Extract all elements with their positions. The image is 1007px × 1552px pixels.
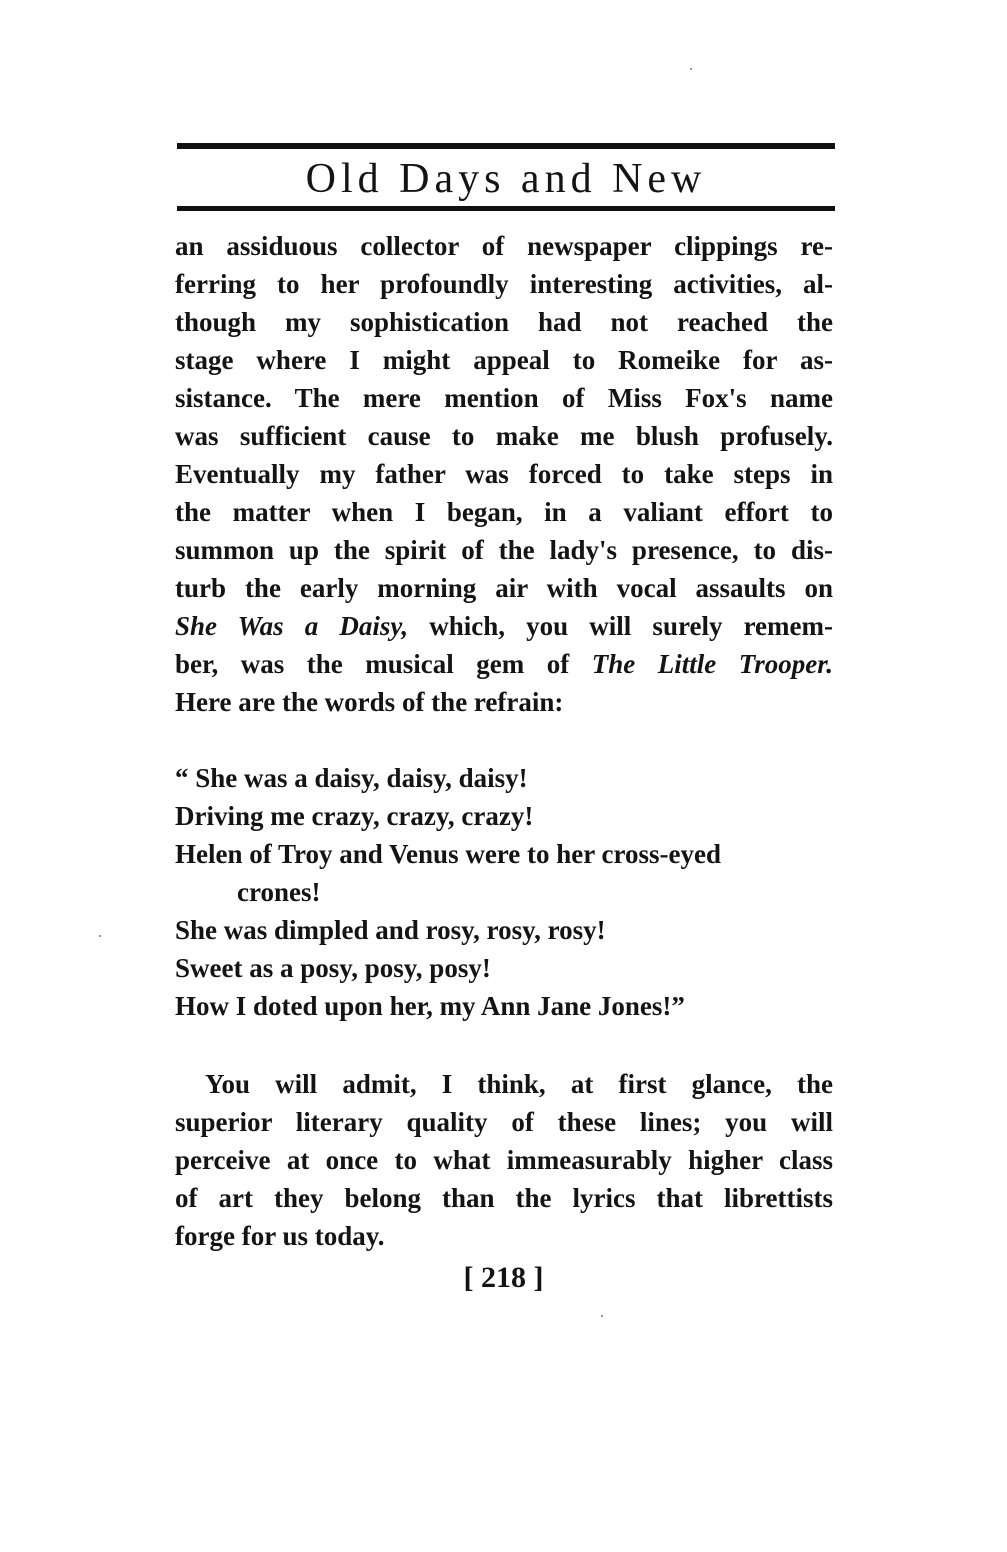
operetta-title: The Little Trooper. xyxy=(591,649,833,679)
text-line: forge for us today. xyxy=(175,1221,385,1251)
verse-line: Helen of Troy and Venus were to her cross-eyed xyxy=(175,839,721,869)
text-line: stage where I might appeal to Romeike for as- xyxy=(175,345,833,375)
paper-speck xyxy=(690,68,692,70)
verse-line-continuation: crones! xyxy=(237,877,321,907)
text-fragment: ber, was the musical gem of xyxy=(175,649,570,679)
text-line: though my sophistication had not reached the xyxy=(175,307,833,337)
song-title: She Was a Daisy, xyxy=(175,611,409,641)
verse-line: Sweet as a posy, posy, posy! xyxy=(175,953,491,983)
verse-line: “ She was a daisy, daisy, daisy! xyxy=(175,763,528,793)
page-number: [ 218 ] xyxy=(463,1261,544,1294)
text-line: the matter when I began, in a valiant effort to xyxy=(175,497,833,527)
text-line: Here are the words of the refrain: xyxy=(175,687,564,717)
verse-line: She was dimpled and rosy, rosy, rosy! xyxy=(175,915,606,945)
paragraph-2 xyxy=(175,1065,833,1255)
text-line: an assiduous collector of newspaper clippings re- xyxy=(175,231,833,261)
text-line: of art they belong than the lyrics that librettists xyxy=(175,1183,833,1213)
text-line: was sufficient cause to make me blush profusely. xyxy=(175,421,833,451)
verse-line: Driving me crazy, crazy, crazy! xyxy=(175,801,534,831)
text-line: Eventually my father was forced to take steps in xyxy=(175,459,833,489)
paragraph-1 xyxy=(175,227,833,721)
text-line: perceive at once to what immeasurably higher class xyxy=(175,1145,833,1175)
running-title: Old Days and New xyxy=(305,156,707,202)
text-line: turb the early morning air with vocal assaults on xyxy=(175,573,833,603)
text-line xyxy=(175,645,833,683)
song-refrain xyxy=(175,759,833,1025)
text-line: summon up the spirit of the lady's presence, to dis- xyxy=(175,535,833,565)
verse-line: How I doted upon her, my Ann Jane Jones!” xyxy=(175,991,685,1021)
text-line xyxy=(175,607,833,645)
text-line: You will admit, I think, at first glance, the xyxy=(205,1069,833,1099)
header-rule-bottom xyxy=(177,206,835,211)
paper-speck xyxy=(601,1315,603,1317)
text-line: ferring to her profoundly interesting activities, al- xyxy=(175,269,833,299)
text-fragment: which, you will surely remem- xyxy=(429,611,834,641)
text-line: sistance. The mere mention of Miss Fox's name xyxy=(175,383,833,413)
paper-speck xyxy=(99,935,101,937)
text-line: superior literary quality of these lines; you will xyxy=(175,1107,833,1137)
header-rule-top xyxy=(177,143,835,149)
